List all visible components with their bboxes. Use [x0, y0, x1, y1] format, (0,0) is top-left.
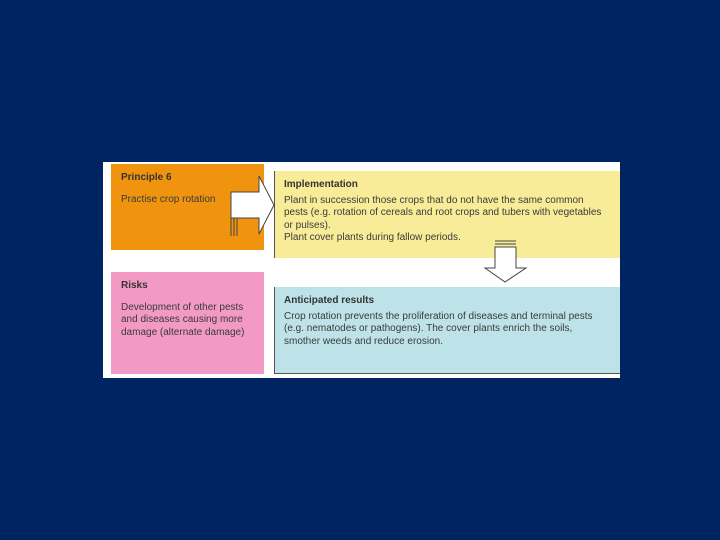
diagram-panel — [103, 162, 620, 378]
down-arrow-icon — [483, 240, 529, 284]
implementation-text-2: Plant cover plants during fallow periods. — [284, 232, 461, 243]
results-bottom-line — [274, 373, 620, 374]
principle-title: Principle 6 — [121, 172, 172, 183]
implementation-title: Implementation — [284, 179, 358, 190]
implementation-text: Plant in succession those crops that do not have the same common pests (e.g. rotation of cereals and root crops and tubers with vegetables or pulses). — [284, 194, 602, 231]
results-box — [274, 287, 620, 373]
results-text: Crop rotation prevents the proliferation of diseases and terminal pests (e.g. nematodes or pathogens). The cover plants enrich the soils, smother weeds and reduce erosion. — [284, 310, 593, 347]
implementation-box — [274, 171, 620, 258]
right-arrow-icon — [229, 174, 277, 236]
principle-text: Practise crop rotation — [121, 193, 216, 205]
risks-text: Development of other pests and diseases causing more damage (alternate damage) — [121, 301, 245, 338]
results-divider — [274, 287, 275, 373]
risks-title: Risks — [121, 280, 148, 291]
results-title: Anticipated results — [284, 295, 375, 306]
risks-box — [111, 272, 264, 374]
